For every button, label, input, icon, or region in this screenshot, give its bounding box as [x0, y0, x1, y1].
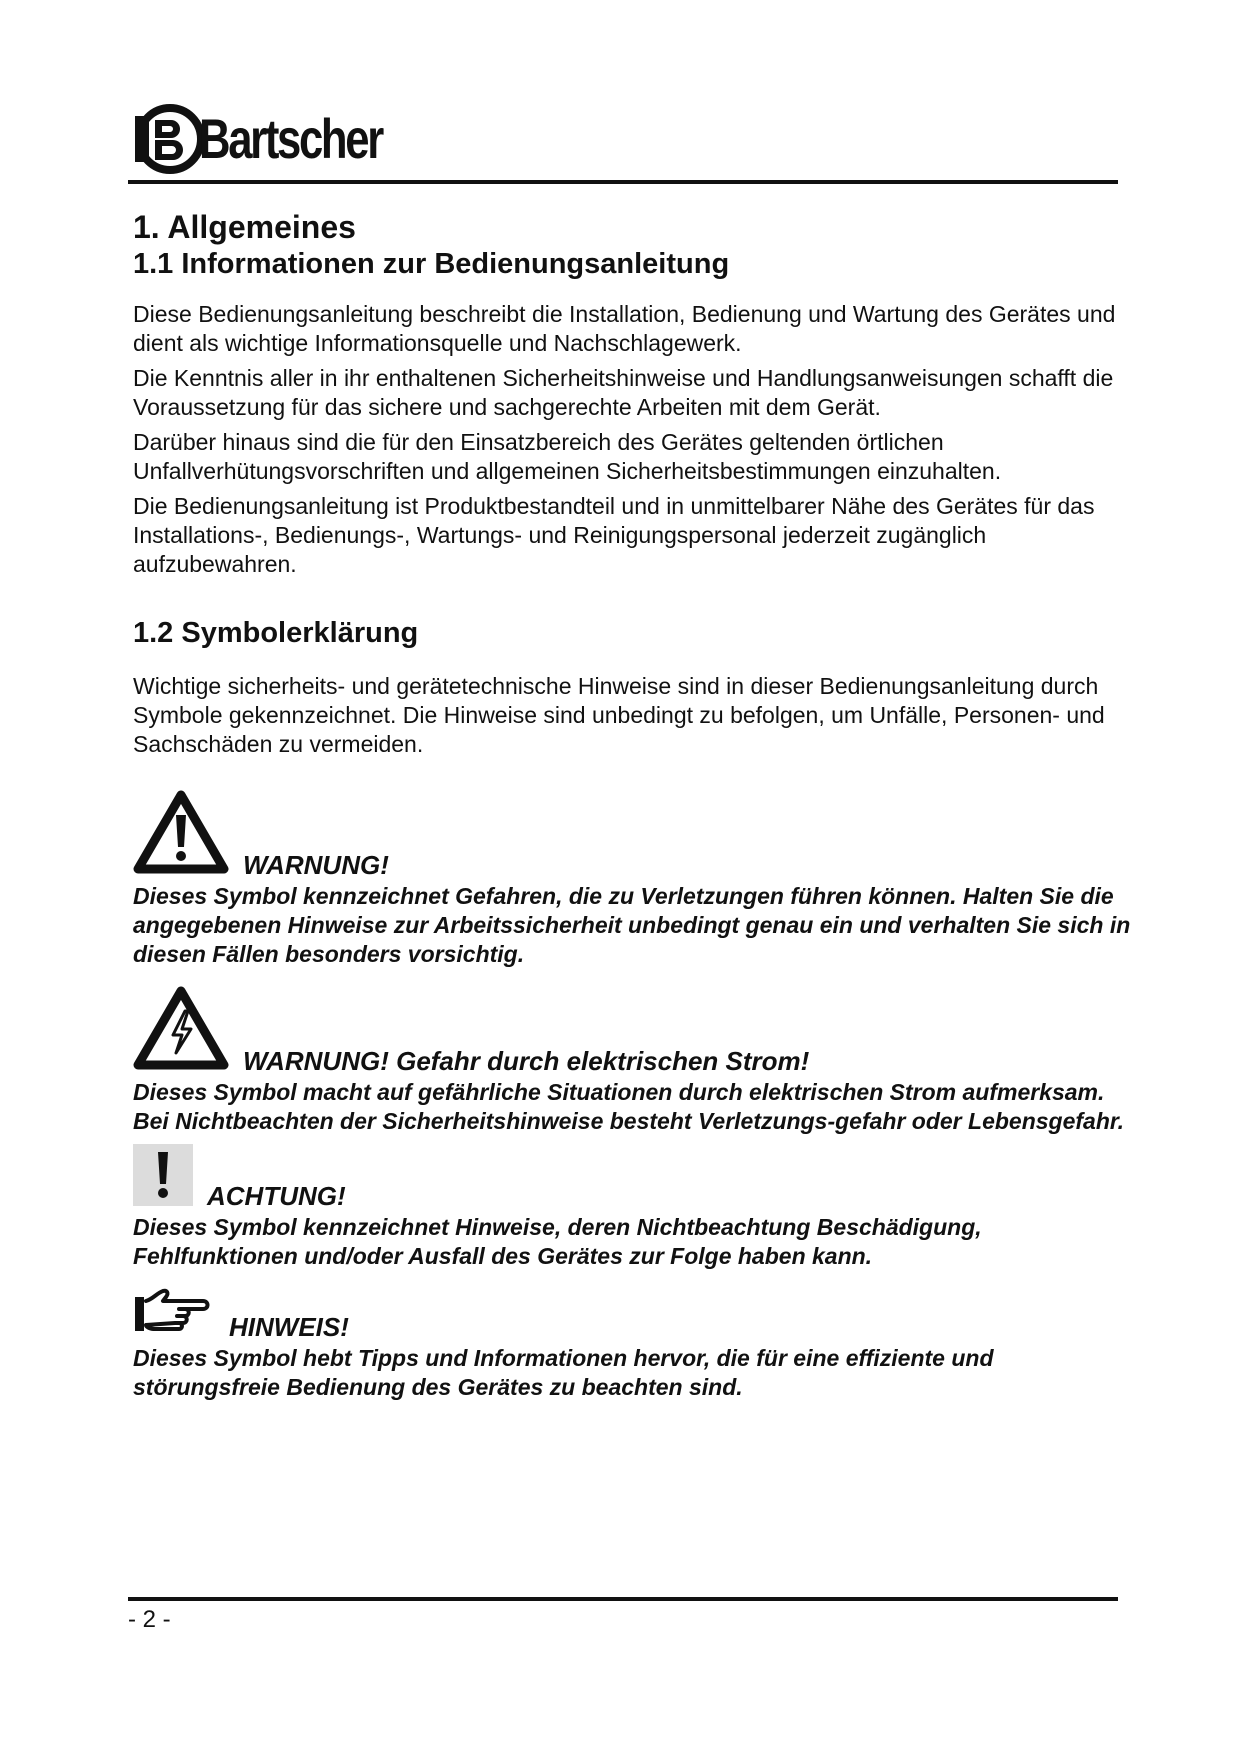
subsection-title: 1.2 Symbolerklärung: [133, 617, 419, 649]
symbol-note: [133, 1287, 1133, 1402]
brand-name: Bartscher: [199, 107, 382, 170]
symbol-title: HINWEIS!: [229, 1312, 349, 1342]
main-content: [133, 208, 1133, 1402]
intro-paragraph: Wichtige sicherheits- und gerätetechnische Hinweise sind in dieser Bedienungsanleitung durch Symbole gekennzeichnet. Die Hinweise sind unbedingt zu befolgen, um Unfälle, Personen- und Sachschäden zu vermeiden.: [133, 673, 1105, 757]
section-title: 1. Allgemeines: [133, 209, 356, 245]
symbol-description: Dieses Symbol kennzeichnet Gefahren, die zu Verletzungen führen können. Halten Sie die angegebenen Hinweise zur Arbeitssicherheit unbedingt genau ein und verhalten Sie sich in diesen Fällen besonders vorsichtig.: [133, 883, 1131, 967]
pointing-hand-icon: [133, 1287, 215, 1342]
symbol-title: ACHTUNG!: [207, 1181, 346, 1211]
page-number: - 2 -: [128, 1606, 171, 1633]
footer-divider: [128, 1597, 1118, 1601]
symbol-title: WARNUNG!: [243, 850, 389, 880]
symbol-caution: [133, 1144, 1133, 1271]
electric-hazard-triangle-icon: [133, 985, 229, 1076]
subsection-title: 1.1 Informationen zur Bedienungsanleitung: [133, 248, 730, 280]
paragraph: Die Kenntnis aller in ihr enthaltenen Sicherheitshinweise und Handlungsanweisungen schafft die Voraussetzung für das sichere und sachgerechte Arbeiten mit dem Gerät.: [133, 365, 1114, 420]
brand-logo: [133, 100, 433, 178]
symbol-warning: [133, 789, 1133, 969]
symbol-title: WARNUNG! Gefahr durch elektrischen Strom!: [243, 1046, 810, 1076]
symbol-electric-warning: [133, 985, 1133, 1136]
warning-triangle-icon: [133, 789, 229, 880]
bartscher-b-logo-icon: [133, 102, 203, 176]
symbol-description: Dieses Symbol hebt Tipps und Informationen hervor, die für eine effiziente und störungsfreie Bedienung des Gerätes zu beachten sind.: [133, 1345, 994, 1400]
exclamation-square-icon: [133, 1144, 193, 1211]
header-divider: [128, 180, 1118, 184]
symbol-description: Dieses Symbol macht auf gefährliche Situationen durch elektrischen Strom aufmerksam. Bei Nichtbeachten der Sicherheitshinweise besteht Verletzungs-gefahr oder Lebensgefahr.: [133, 1079, 1124, 1134]
paragraph: Die Bedienungsanleitung ist Produktbestandteil und in unmittelbarer Nähe des Gerätes für das Installations-, Bedienungs-, Wartungs- und Reinigungspersonal jederzeit zugänglich aufzubewahren.: [133, 493, 1095, 577]
paragraph: Darüber hinaus sind die für den Einsatzbereich des Gerätes geltenden örtlichen Unfallverhütungsvorschriften und allgemeinen Sicherheitsbestimmungen einzuhalten.: [133, 429, 1002, 484]
paragraph: Diese Bedienungsanleitung beschreibt die Installation, Bedienung und Wartung des Gerätes und dient als wichtige Informationsquelle und Nachschlagewerk.: [133, 301, 1116, 356]
symbol-description: Dieses Symbol kennzeichnet Hinweise, deren Nichtbeachtung Beschädigung, Fehlfunktionen und/oder Ausfall des Gerätes zur Folge haben kann.: [133, 1214, 982, 1269]
